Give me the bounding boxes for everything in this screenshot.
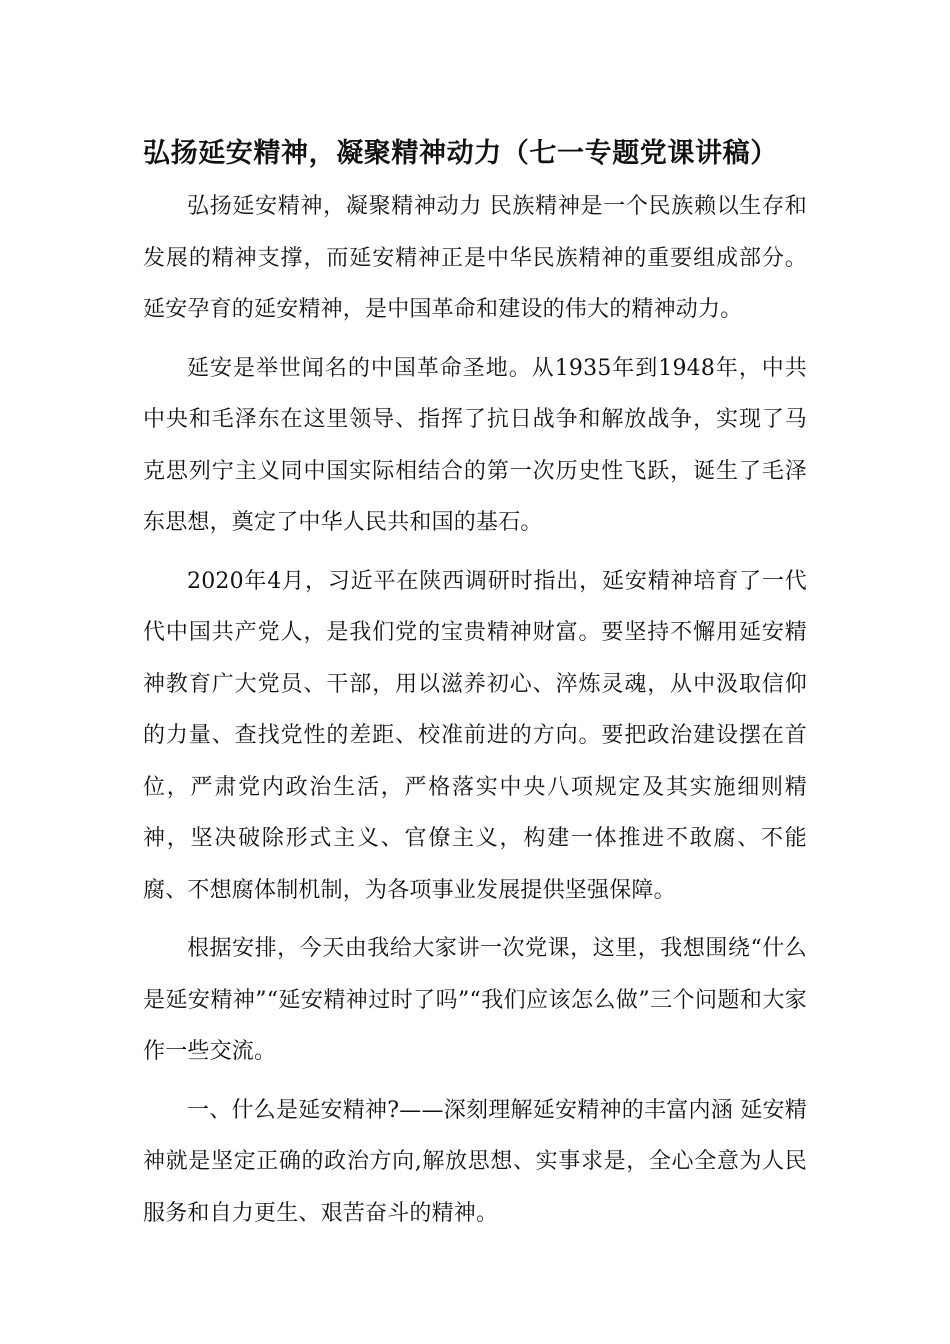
document-title: 弘扬延安精神，凝聚精神动力（七一专题党课讲稿） [143,138,778,169]
paragraph-yanan-history: 延安是举世闻名的中国革命圣地。从1935年到1948年，中共中央和毛泽东在这里领导、指挥了抗日战争和解放战争，实现了马克思列宁主义同中国实际相结合的第一次历史性飞跃，诞生了毛泽东思想，奠定了中华人民共和国的基石。 [143,355,807,535]
paragraph-lecture-outline: 根据安排，今天由我给大家讲一次党课，这里，我想围绕“什么是延安精神”“延安精神过时了吗”“我们应该怎么做”三个问题和大家作一些交流。 [143,936,807,1064]
paragraph-section-one: 一、什么是延安精神?——深刻理解延安精神的丰富内涵 延安精神就是坚定正确的政治方向,解放思想、实事求是，全心全意为人民服务和自力更生、艰苦奋斗的精神。 [143,1097,807,1226]
paragraph-intro: 弘扬延安精神，凝聚精神动力 民族精神是一个民族赖以生存和发展的精神支撑，而延安精神正是中华民族精神的重要组成部分。延安孕育的延安精神，是中国革命和建设的伟大的精神动力。 [143,194,807,322]
document-body [143,181,807,1246]
paragraph-2020-speech: 2020年4月，习近平在陕西调研时指出，延安精神培育了一代代中国共产党人，是我们党的宝贵精神财富。要坚持不懈用延安精神教育广大党员、干部，用以滋养初心、淬炼灵魂，从中汲取信仰的力量、查找党性的差距、校准前进的方向。要把政治建设摆在首位，严肃党内政治生活，严格落实中央八项规定及其实施细则精神，坚决破除形式主义、官僚主义，构建一体推进不敢腐、不能腐、不想腐体制机制，为各项事业发展提供坚强保障。 [143,568,807,903]
